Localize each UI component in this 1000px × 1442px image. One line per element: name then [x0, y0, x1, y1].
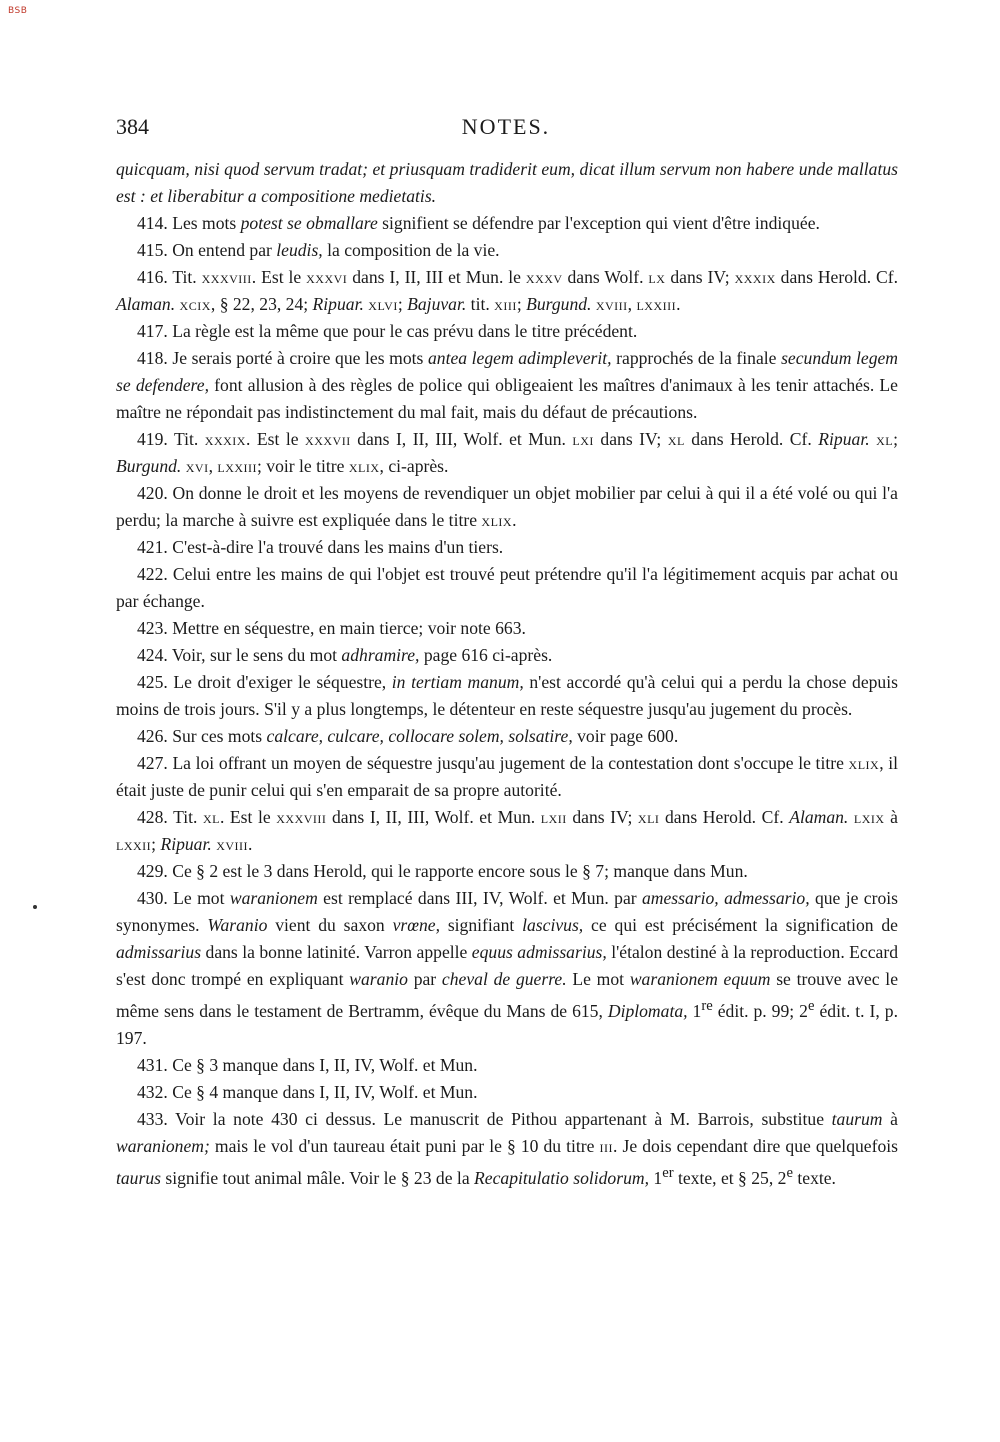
page-number: 384 — [116, 114, 149, 139]
note-text: Le mot waranionem est remplacé dans III, IV, Wolf. et Mun. par amessario, admessario, que je crois synonymes. Waranio vient du saxon vrœne, signifiant lascivus, ce qui est précisément la signification de admissarius dans la bonne latinité. Varron appelle equus admissarius, l'étalon destiné à la reproduction. Eccard s'est donc trompé en expliquant waranio par cheval de guerre. Le mot waranionem equum se trouve avec le même sens dans le testament de Bertramm, évêque du Mans de 615, Diplomata, 1re édit. p. 99; 2e édit. t. I, p. 197. — [116, 888, 899, 1048]
note-number: 430. — [137, 888, 168, 908]
note-text: Tit. xxxviii. Est le xxxvi dans I, II, III et Mun. le xxxv dans Wolf. lx dans IV; xxxix dans Herold. Cf. Alaman. xcix, § 22, 23, 24; Ripuar. xlvi; Bajuvar. tit. xiii; Burgund. xviii, lxxiii. — [116, 267, 899, 314]
note-422 — [116, 561, 898, 615]
note-text: Voir, sur le sens du mot adhramire, page 616 ci-après. — [171, 645, 553, 665]
note-425 — [116, 669, 898, 723]
margin-dot — [33, 905, 37, 909]
note-421 — [116, 534, 898, 561]
note-number: 415. — [137, 240, 168, 260]
note-415 — [116, 237, 898, 264]
note-430 — [116, 885, 898, 1052]
note-417 — [116, 318, 898, 345]
note-number: 417. — [137, 321, 168, 341]
note-420 — [116, 480, 898, 534]
note-text: La règle est la même que pour le cas prévu dans le titre précédent. — [172, 321, 638, 341]
note-433 — [116, 1106, 898, 1192]
note-418 — [116, 345, 898, 426]
note-text: Tit. xl. Est le xxxviii dans I, II, III, Wolf. et Mun. lxii dans IV; xli dans Herold. Cf. Alaman. lxix à lxxii; Ripuar. xviii. — [116, 807, 898, 854]
note-number: 421. — [137, 537, 168, 557]
note-text: Ce § 2 est le 3 dans Herold, qui le rapporte encore sous le § 7; manque dans Mun. — [172, 861, 748, 881]
note-number: 420. — [137, 483, 168, 503]
note-number: 431. — [137, 1054, 168, 1075]
note-text: Tit. xxxix. Est le xxxvii dans I, II, III, Wolf. et Mun. lxi dans IV; xl dans Herold. Cf. Ripuar. xl; Burgund. xvi, lxxiii; voir le titre xlix, ci-après. — [116, 429, 899, 476]
note-419 — [116, 426, 898, 480]
note-number: 433. — [137, 1108, 168, 1129]
note-number: 429. — [137, 861, 168, 881]
note-number: 427. — [137, 753, 168, 773]
note-428 — [116, 804, 898, 858]
note-text: Celui entre les mains de qui l'objet est trouvé peut prétendre qu'il l'a légitimement acquis par achat ou par échange. — [116, 564, 898, 611]
note-427 — [116, 750, 898, 804]
note-number: 425. — [137, 672, 168, 692]
note-431 — [116, 1052, 898, 1079]
running-title: NOTES. — [461, 114, 551, 139]
note-text: Mettre en séquestre, en main tierce; voir note 663. — [172, 618, 526, 638]
note-text: Sur ces mots calcare, culcare, collocare solem, solsatire, voir page 600. — [172, 726, 679, 746]
note-text: Je serais porté à croire que les mots antea legem adimpleverit, rapprochés de la finale secundum legem se defendere, font allusion à des règles de police qui obligeaient les maîtres d'animaux à les tenir attachés. Le maître ne répondait pas indistinctement du mal fait, mais du défaut de précautions. — [116, 348, 899, 422]
notes-body — [116, 156, 898, 1192]
note-number: 414. — [137, 213, 168, 233]
note-number: 426. — [137, 726, 168, 746]
note-number: 432. — [137, 1081, 168, 1102]
page-header — [116, 112, 896, 152]
note-number: 416. — [137, 267, 168, 287]
note-text: Le droit d'exiger le séquestre, in tertiam manum, n'est accordé qu'à celui qui a perdu la chose depuis moins de trois jours. S'il y a plus longtemps, le détenteur en reste séquestre jusqu'au jugement du procès. — [116, 672, 898, 719]
note-number: 428. — [137, 807, 168, 827]
note-432 — [116, 1079, 898, 1106]
note-text: quicquam, nisi quod servum tradat; et priusquam tradiderit eum, dicat illum servum non habere unde mallatus est : et liberabitur a compositione medietatis. — [116, 159, 898, 206]
note-number: 422. — [137, 564, 168, 584]
note-number: 419. — [137, 429, 168, 449]
note-number: 423. — [137, 618, 168, 638]
note-text: Les mots potest se obmallare signifient se défendre par l'exception qui vient d'être indiquée. — [172, 213, 820, 233]
note-number: 424. — [137, 645, 168, 665]
note-426 — [116, 723, 898, 750]
note-text: La loi offrant un moyen de séquestre jusqu'au jugement de la contestation dont s'occupe le titre xlix, il était juste de punir celui qui s'en emparait de sa propre autorité. — [116, 753, 899, 800]
note-423 — [116, 615, 898, 642]
library-stamp: BSB — [8, 6, 28, 16]
note-424 — [116, 642, 898, 669]
note-text: C'est-à-dire l'a trouvé dans les mains d'un tiers. — [172, 537, 504, 557]
note-text: On entend par leudis, la composition de la vie. — [172, 240, 500, 260]
note-text: On donne le droit et les moyens de revendiquer un objet mobilier par celui à qui il a été volé ou qui l'a perdu; la marche à suivre est expliquée dans le titre xlix. — [116, 483, 898, 530]
note-number: 418. — [137, 348, 168, 368]
note-text: Ce § 3 manque dans I, II, IV, Wolf. et Mun. — [172, 1054, 478, 1075]
note-414 — [116, 210, 898, 237]
note-text: Voir la note 430 ci dessus. Le manuscrit de Pithou appartenant à M. Barrois, substitue taurum à waranionem; mais le vol d'un taureau était puni par le § 10 du titre iii. Je dois cependant dire que quelquefois taurus signifie tout animal mâle. Voir le § 23 de la Recapitulatio solidorum, 1er texte, et § 25, 2e texte. — [116, 1108, 898, 1188]
note-text: Ce § 4 manque dans I, II, IV, Wolf. et Mun. — [172, 1081, 478, 1102]
note-continuation — [116, 156, 898, 210]
note-429 — [116, 858, 898, 885]
note-416 — [116, 264, 898, 318]
